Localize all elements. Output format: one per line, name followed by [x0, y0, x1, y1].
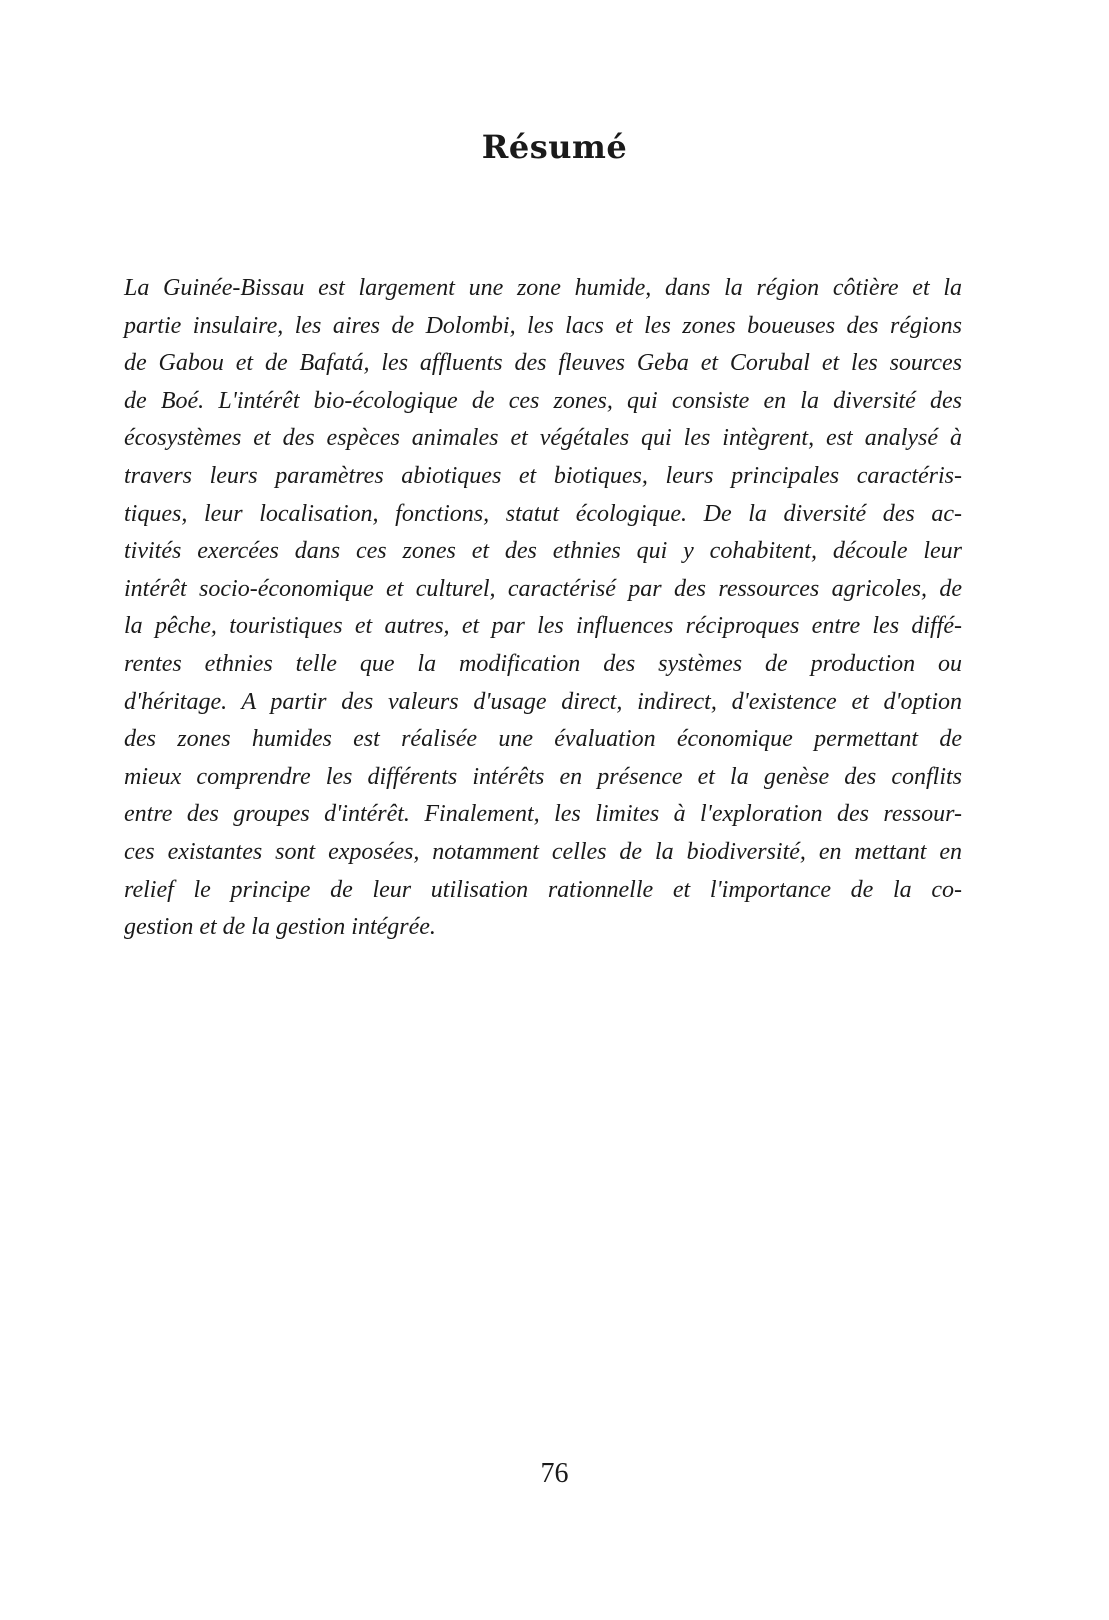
abstract-line: gestion et de la gestion intégrée. [124, 914, 436, 941]
abstract-line: entre des groupes d'intérêt. Finalement, les limites à l'exploration des ressour- [124, 801, 962, 828]
abstract-line: relief le principe de leur utilisation rationnelle et l'importance de la co- [124, 876, 962, 903]
page-number: 76 [540, 1458, 569, 1489]
abstract-line: La Guinée-Bissau est largement une zone humide, dans la région côtière et la [124, 275, 962, 301]
abstract-line: rentes ethnies telle que la modification des systèmes de production ou [124, 650, 962, 677]
page-title: Résumé [481, 128, 628, 166]
abstract-line: intérêt socio-économique et culturel, caractérisé par des ressources agricoles, de [124, 575, 962, 602]
abstract-line: ces existantes sont exposées, notamment celles de la biodiversité, en mettant en [124, 838, 962, 865]
abstract-line: d'héritage. A partir des valeurs d'usage direct, indirect, d'existence et d'option [124, 688, 962, 715]
abstract-line: travers leurs paramètres abiotiques et biotiques, leurs principales caractéris- [124, 462, 962, 489]
abstract-line: mieux comprendre les différents intérêts en présence et la genèse des conflits [124, 763, 962, 790]
abstract-line: de Gabou et de Bafatá, les affluents des fleuves Geba et Corubal et les sources [124, 350, 962, 377]
abstract-line: des zones humides est réalisée une évaluation économique permettant de [124, 726, 962, 753]
abstract-line: partie insulaire, les aires de Dolombi, les lacs et les zones boueuses des régions [124, 312, 962, 339]
abstract-line: de Boé. L'intérêt bio-écologique de ces zones, qui consiste en la diversité des [124, 387, 962, 414]
abstract-line: tivités exercées dans ces zones et des ethnies qui y cohabitent, découle leur [124, 538, 962, 565]
abstract-paragraph [124, 270, 962, 947]
abstract-line: écosystèmes et des espèces animales et végétales qui les intègrent, est analysé à [124, 425, 962, 452]
abstract-line: la pêche, touristiques et autres, et par les influences réciproques entre les diffé- [124, 613, 962, 640]
abstract-line: tiques, leur localisation, fonctions, statut écologique. De la diversité des ac- [124, 500, 962, 527]
